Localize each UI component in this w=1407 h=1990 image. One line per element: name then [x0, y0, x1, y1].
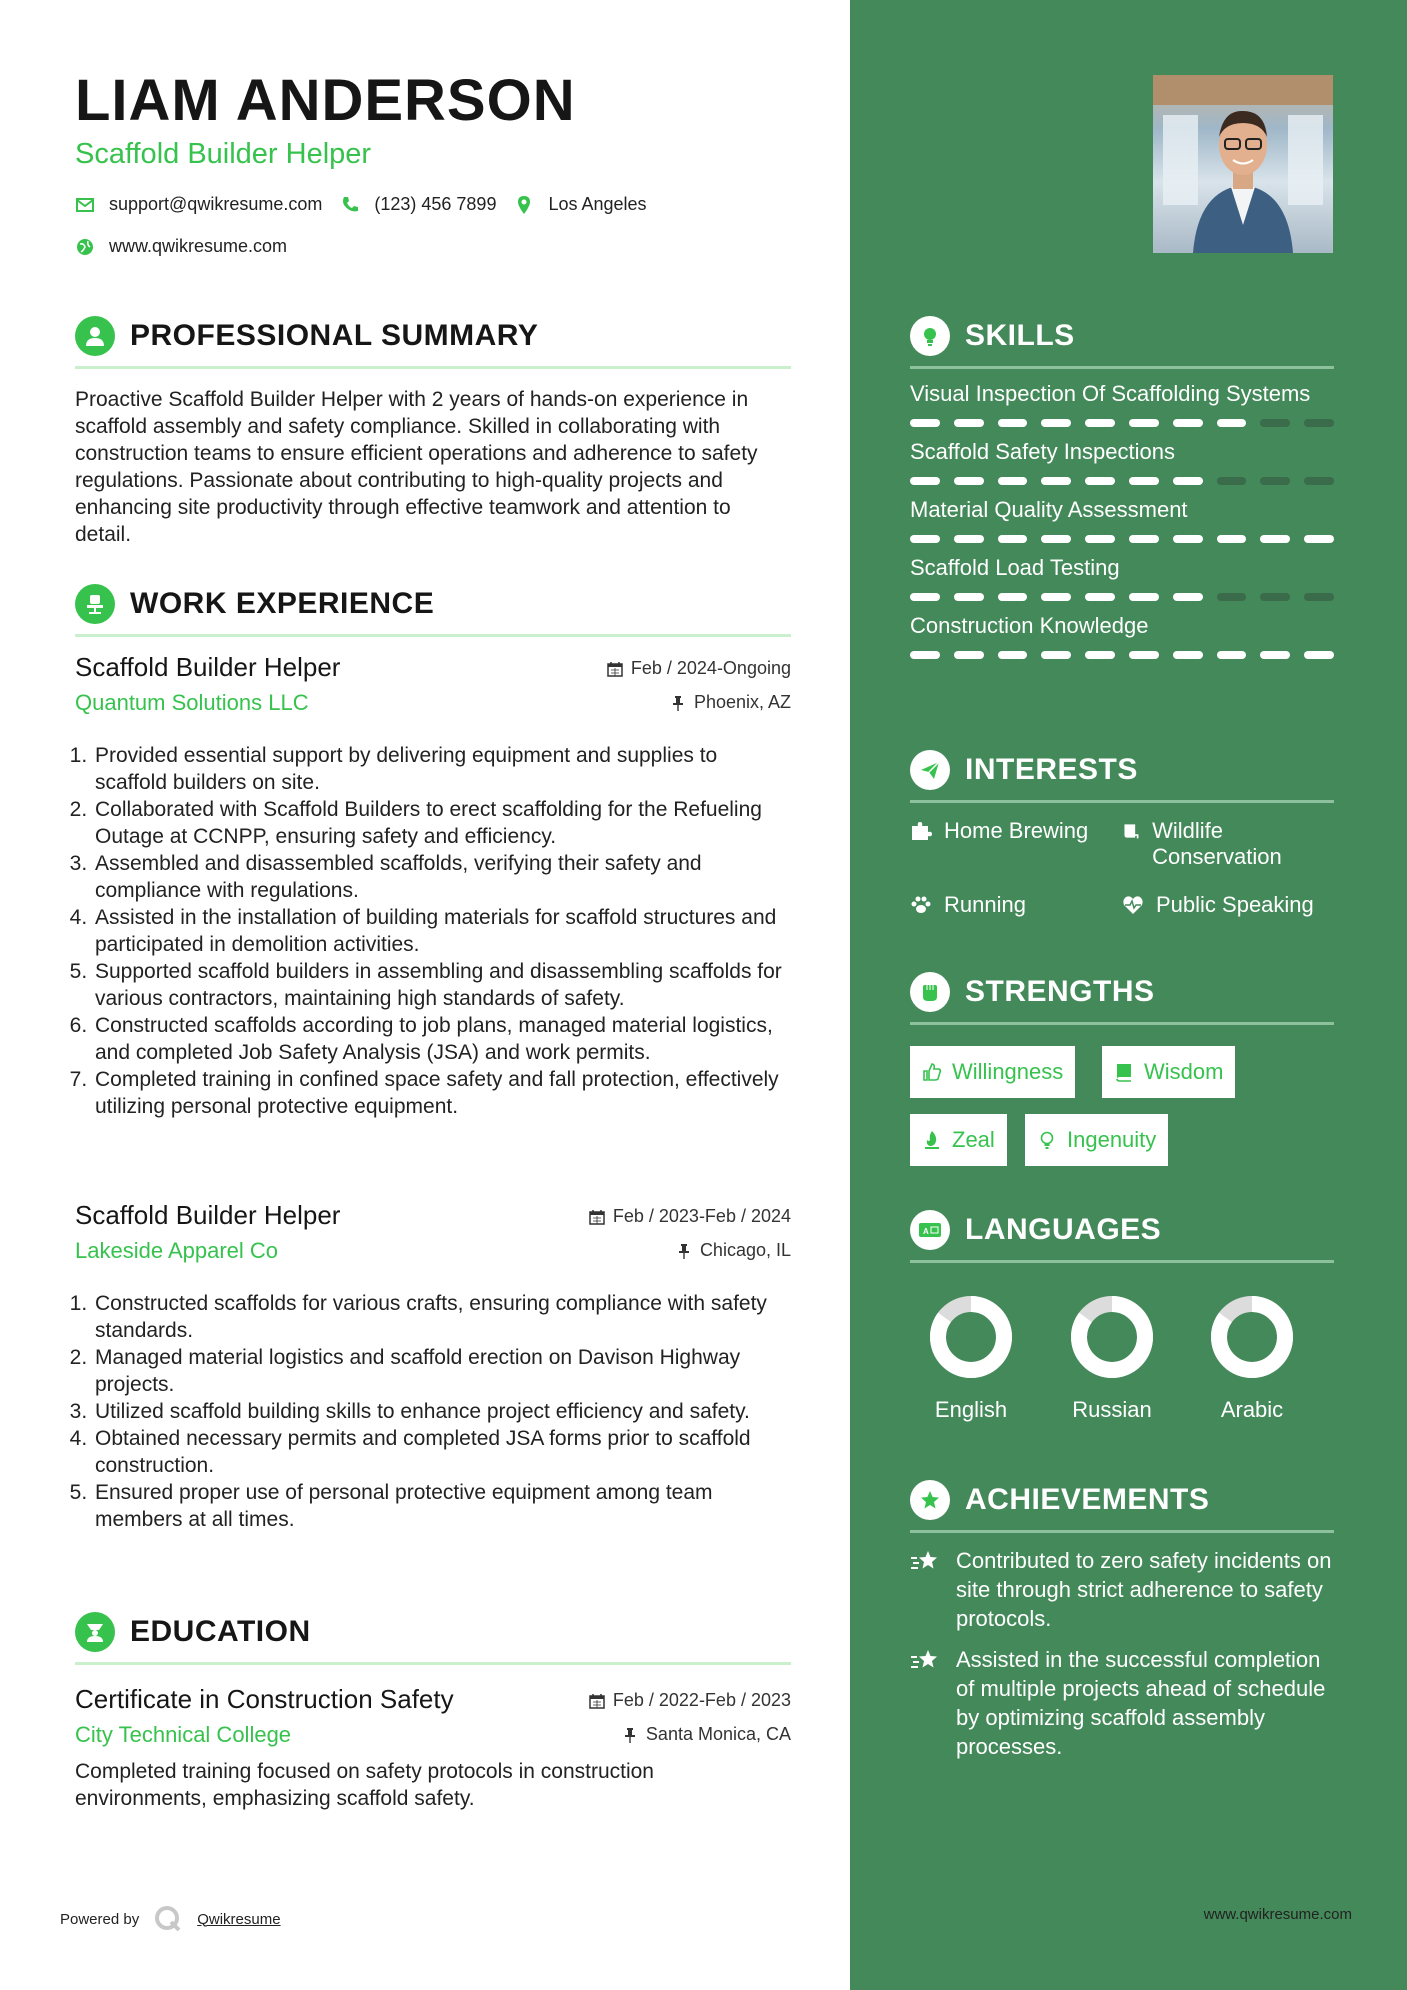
- skills-title: SKILLS: [965, 319, 1075, 352]
- calendar-icon: [589, 1209, 605, 1225]
- powered-by: [60, 1904, 281, 1934]
- phone-icon: [340, 195, 360, 215]
- education-location: [622, 1724, 791, 1745]
- lightbulb-icon: [910, 316, 950, 356]
- skill-meter-segment: [1085, 535, 1115, 543]
- languages-section: [910, 1208, 1334, 1263]
- job-company: Lakeside Apparel Co: [75, 1238, 279, 1263]
- interest-label: Public Speaking: [1156, 892, 1314, 917]
- interests-section: [910, 748, 1334, 803]
- list-item: 3. Assembled and disassembled scaffolds, verifying their safety and compliance with regulations.: [93, 850, 791, 904]
- strengths-divider: [910, 1022, 1334, 1025]
- skill-meter-segment: [910, 419, 940, 427]
- skill-meter-segment: [998, 477, 1028, 485]
- job-location: [670, 692, 791, 713]
- map-marker-icon: [514, 195, 534, 215]
- skill-meter-segment: [1217, 535, 1247, 543]
- skill-meter: [910, 593, 1334, 601]
- contact-location: Los Angeles: [548, 194, 647, 214]
- language-donut: [928, 1294, 1014, 1380]
- profile-photo: [1153, 75, 1333, 253]
- skill-name: Construction Knowledge: [910, 613, 1149, 638]
- contact-email[interactable]: support@qwikresume.com: [109, 194, 323, 214]
- summary-text: Proactive Scaffold Builder Helper with 2 years of hands-on experience in scaffold assembly and safety compliance. Skilled in collaborating with construction teams to ensure efficient operations and adherence to safety regulations. Passionate about contributing to high-quality projects and enhancing site productivity through effective teamwork and attention to detail.: [75, 388, 758, 546]
- shooting-star-icon: [910, 1647, 940, 1673]
- list-item: 4. Assisted in the installation of building materials for scaffold structures and participated in demolition activities.: [93, 904, 791, 958]
- skill-meter-segment: [954, 477, 984, 485]
- skill-meter-segment: [1304, 651, 1334, 659]
- job-location: [676, 1240, 791, 1261]
- skill-meter-segment: [1304, 535, 1334, 543]
- skill-meter-segment: [1129, 535, 1159, 543]
- skill-meter-segment: [1260, 651, 1290, 659]
- interest-label: Home Brewing: [944, 818, 1089, 843]
- pin-icon: [622, 1727, 638, 1743]
- skill-meter-segment: [1173, 477, 1203, 485]
- achievements-section: [910, 1478, 1334, 1533]
- book-icon: [1114, 1062, 1134, 1082]
- strength-label: Wisdom: [1144, 1059, 1224, 1084]
- lightbulb-icon: [1037, 1130, 1057, 1150]
- list-item: 2. Managed material logistics and scaffold erection on Davison Highway projects.: [93, 1344, 791, 1398]
- powered-by-label: Powered by: [60, 1910, 140, 1928]
- skill-meter-segment: [1173, 593, 1203, 601]
- user-icon: [75, 316, 115, 356]
- skill-meter: [910, 477, 1334, 485]
- interests-divider: [910, 800, 1334, 803]
- interest-item: [910, 892, 1026, 918]
- interest-item: [1122, 892, 1314, 918]
- list-item: 7. Completed training in confined space safety and fall protection, effectively utilizing personal protective equipment.: [93, 1066, 791, 1120]
- contact-website[interactable]: www.qwikresume.com: [109, 236, 288, 256]
- skills-divider: [910, 366, 1334, 369]
- skill-meter-segment: [998, 593, 1028, 601]
- skill-name: Material Quality Assessment: [910, 497, 1188, 522]
- strength-chip: [910, 1114, 1007, 1166]
- strength-label: Willingness: [952, 1059, 1064, 1084]
- contact-row: [75, 194, 665, 215]
- calendar-icon: [589, 1693, 605, 1709]
- list-item: 5. Ensured proper use of personal protective equipment among team members at all times.: [93, 1479, 791, 1533]
- list-item: 1. Constructed scaffolds for various crafts, ensuring compliance with safety standards.: [93, 1290, 791, 1344]
- languages-title: LANGUAGES: [965, 1213, 1162, 1246]
- strength-label: Zeal: [952, 1127, 995, 1152]
- job-entry: [75, 1200, 791, 1533]
- skill-meter-segment: [1304, 419, 1334, 427]
- skill-meter-segment: [1085, 651, 1115, 659]
- skill-meter-segment: [954, 419, 984, 427]
- job-bullets: [75, 742, 791, 1120]
- skill-meter-segment: [1041, 593, 1071, 601]
- job-date-text: Feb / 2024-Ongoing: [630, 658, 791, 678]
- strengths-title: STRENGTHS: [965, 975, 1155, 1008]
- summary-divider: [75, 366, 791, 369]
- skill-meter-segment: [1085, 419, 1115, 427]
- chair-icon: [75, 584, 115, 624]
- skill-name: Scaffold Load Testing: [910, 555, 1120, 580]
- svg-text:A: A: [923, 1227, 929, 1236]
- envelope-icon: [75, 195, 95, 215]
- skill-meter-segment: [1173, 651, 1203, 659]
- achievement-item: [910, 1546, 1334, 1633]
- skill-meter-segment: [1217, 651, 1247, 659]
- skill-meter: [910, 651, 1334, 659]
- heartbeat-icon: [1122, 894, 1144, 916]
- achievements-title: ACHIEVEMENTS: [965, 1483, 1210, 1516]
- job-bullets: [75, 1290, 791, 1533]
- candidate-name: LIAM ANDERSON: [75, 68, 576, 133]
- interest-label: Running: [944, 892, 1026, 917]
- achievement-text: Contributed to zero safety incidents on site through strict adherence to safety protocols.: [956, 1548, 1332, 1631]
- skill-meter: [910, 419, 1334, 427]
- education-section: [75, 1610, 791, 1665]
- skill-meter-segment: [1217, 419, 1247, 427]
- paper-plane-icon: [910, 750, 950, 790]
- skill-meter-segment: [1041, 419, 1071, 427]
- language-icon: [910, 1210, 950, 1250]
- skill-meter-segment: [1260, 477, 1290, 485]
- school-name: City Technical College: [75, 1722, 292, 1747]
- skill-meter-segment: [1260, 419, 1290, 427]
- star-icon: [910, 1480, 950, 1520]
- skill-meter-segment: [1129, 593, 1159, 601]
- skill-meter-segment: [910, 593, 940, 601]
- language-donut: [1209, 1294, 1295, 1380]
- skill-meter-segment: [1085, 593, 1115, 601]
- job-date: [589, 1206, 791, 1227]
- book-icon: [1122, 820, 1140, 842]
- experience-section: [75, 582, 791, 637]
- education-location-text: Santa Monica, CA: [645, 1724, 791, 1744]
- skill-meter-segment: [1129, 477, 1159, 485]
- skill-meter-segment: [910, 651, 940, 659]
- experience-title: WORK EXPERIENCE: [130, 587, 435, 620]
- skill-meter-segment: [954, 535, 984, 543]
- skill-meter-segment: [1173, 535, 1203, 543]
- skills-list: [910, 381, 1334, 659]
- interest-label: Wildlife Conservation: [1152, 818, 1282, 869]
- strength-chip: [1102, 1046, 1235, 1098]
- skill-meter-segment: [1260, 593, 1290, 601]
- job-title: Scaffold Builder Helper: [75, 652, 341, 682]
- skill-meter-segment: [1217, 593, 1247, 601]
- skill-meter-segment: [1217, 477, 1247, 485]
- calendar-icon: [607, 661, 623, 677]
- skill-meter-segment: [998, 535, 1028, 543]
- achievement-text: Assisted in the successful completion of multiple projects ahead of schedule by optimizing scaffold assembly processes.: [956, 1647, 1326, 1759]
- pin-icon: [670, 695, 686, 711]
- job-entry: [75, 652, 791, 1120]
- interest-item: [910, 818, 1088, 844]
- skill-meter-segment: [1304, 593, 1334, 601]
- interests-title: INTERESTS: [965, 753, 1138, 786]
- experience-divider: [75, 634, 791, 637]
- list-item: 4. Obtained necessary permits and completed JSA forms prior to scaffold construction.: [93, 1425, 791, 1479]
- paw-icon: [910, 894, 932, 916]
- puzzle-icon: [910, 820, 932, 842]
- summary-section: [75, 314, 791, 548]
- contact-phone[interactable]: (123) 456 7899: [374, 194, 497, 214]
- shooting-star-icon: [910, 1548, 940, 1574]
- list-item: 2. Collaborated with Scaffold Builders to erect scaffolding for the Refueling Outage at CCNPP, ensuring safety and efficiency.: [93, 796, 791, 850]
- skill-name: Scaffold Safety Inspections: [910, 439, 1175, 464]
- list-item: 5. Supported scaffold builders in assembling and disassembling scaffolds for various contractors, maintaining high standards of safety.: [93, 958, 791, 1012]
- graduate-icon: [75, 1612, 115, 1652]
- list-item: 6. Constructed scaffolds according to job plans, managed material logistics, and completed Job Safety Analysis (JSA) and work permits.: [93, 1012, 791, 1066]
- language-item: [916, 1294, 1026, 1423]
- education-date: [589, 1690, 791, 1711]
- qwikresume-logo-icon: [153, 1904, 183, 1934]
- skill-meter-segment: [954, 593, 984, 601]
- skill-meter-segment: [1129, 651, 1159, 659]
- language-name: Arabic: [1220, 1397, 1284, 1422]
- job-location-text: Phoenix, AZ: [693, 692, 791, 712]
- skill-meter-segment: [1304, 477, 1334, 485]
- job-date: [607, 658, 791, 679]
- skill-meter-segment: [998, 651, 1028, 659]
- fist-icon: [910, 972, 950, 1012]
- skill-meter-segment: [910, 477, 940, 485]
- skill-meter-segment: [1085, 477, 1115, 485]
- skill-meter-segment: [1041, 535, 1071, 543]
- language-name: English: [934, 1397, 1008, 1422]
- summary-title: PROFESSIONAL SUMMARY: [130, 319, 539, 352]
- skill-meter-segment: [1129, 419, 1159, 427]
- education-divider: [75, 1662, 791, 1665]
- strength-chip: [1025, 1114, 1168, 1166]
- strengths-section: [910, 970, 1334, 1025]
- language-item: [1197, 1294, 1307, 1423]
- skill-name: Visual Inspection Of Scaffolding Systems: [910, 381, 1311, 406]
- pin-icon: [676, 1243, 692, 1259]
- strength-label: Ingenuity: [1067, 1127, 1157, 1152]
- fire-icon: [922, 1130, 942, 1150]
- globe-icon: [75, 237, 95, 257]
- job-company: Quantum Solutions LLC: [75, 690, 309, 715]
- language-donut: [1069, 1294, 1155, 1380]
- achievement-item: [910, 1645, 1334, 1761]
- degree-title: Certificate in Construction Safety: [75, 1684, 454, 1714]
- skill-meter-segment: [954, 651, 984, 659]
- job-title: Scaffold Builder Helper: [75, 1200, 341, 1230]
- interest-item: [1122, 818, 1322, 870]
- skills-section: [910, 314, 1334, 665]
- skill-meter: [910, 535, 1334, 543]
- education-entry: [75, 1684, 791, 1812]
- language-item: [1057, 1294, 1167, 1423]
- skill-meter-segment: [1173, 419, 1203, 427]
- candidate-role: Scaffold Builder Helper: [75, 138, 372, 170]
- languages-divider: [910, 1260, 1334, 1263]
- skill-meter-segment: [910, 535, 940, 543]
- language-name: Russian: [1072, 1397, 1152, 1422]
- education-text: Completed training focused on safety protocols in construction environments, emphasizing scaffold safety.: [75, 1760, 654, 1810]
- thumbs-up-icon: [922, 1062, 942, 1082]
- achievements-divider: [910, 1530, 1334, 1533]
- list-item: 1. Provided essential support by delivering equipment and supplies to scaffold builders on site.: [93, 742, 791, 796]
- list-item: 3. Utilized scaffold building skills to enhance project efficiency and safety.: [93, 1398, 791, 1425]
- skill-meter-segment: [1260, 535, 1290, 543]
- skill-meter-segment: [1041, 651, 1071, 659]
- website-row: [75, 236, 305, 257]
- brand-link[interactable]: Qwikresume: [197, 1910, 281, 1928]
- education-title: EDUCATION: [130, 1615, 311, 1648]
- strength-chip: [910, 1046, 1075, 1098]
- education-date-text: Feb / 2022-Feb / 2023: [612, 1690, 791, 1710]
- skill-meter-segment: [998, 419, 1028, 427]
- footer-website[interactable]: www.qwikresume.com: [1203, 1906, 1352, 1923]
- skill-meter-segment: [1041, 477, 1071, 485]
- job-location-text: Chicago, IL: [699, 1240, 791, 1260]
- job-date-text: Feb / 2023-Feb / 2024: [612, 1206, 791, 1226]
